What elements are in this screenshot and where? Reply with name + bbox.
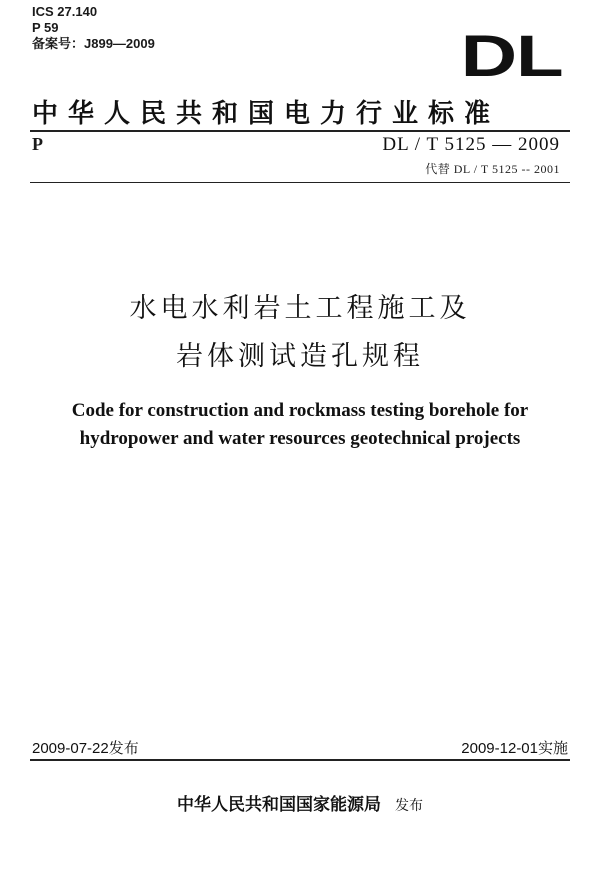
- header-divider: [30, 130, 570, 132]
- title-cn-line-2: 岩体测试造孔规程: [176, 341, 424, 372]
- ccs-code: P 59: [32, 20, 59, 35]
- title-en-line-2: hydropower and water resources geotechnical projects: [79, 428, 521, 449]
- replaces-standard: 代替 DL / T 5125 -- 2001: [425, 162, 560, 176]
- publisher-name: 中华人民共和国国家能源局: [177, 795, 381, 815]
- dl-logo: DL: [460, 24, 562, 89]
- ics-code: ICS 27.140: [32, 4, 98, 19]
- title-cn-line-1: 水电水利岩土工程施工及: [129, 293, 471, 324]
- effective-date: 2009-12-01实施: [461, 740, 568, 757]
- filing-number: 备案号：J899—2009: [32, 36, 155, 51]
- issue-date: 2009-07-22发布: [32, 740, 139, 757]
- title-en-line-1: Code for construction and rockmass testing borehole for: [71, 400, 529, 421]
- footer-divider: [30, 759, 570, 761]
- classification-letter: P: [32, 134, 43, 154]
- publisher-action: 发布: [395, 798, 423, 814]
- standard-number: DL / T 5125 — 2009: [382, 134, 560, 155]
- standard-type-title: 中华人民共和国电力行业标准: [32, 99, 501, 129]
- publisher-line: [0, 790, 600, 815]
- number-divider: [30, 182, 570, 183]
